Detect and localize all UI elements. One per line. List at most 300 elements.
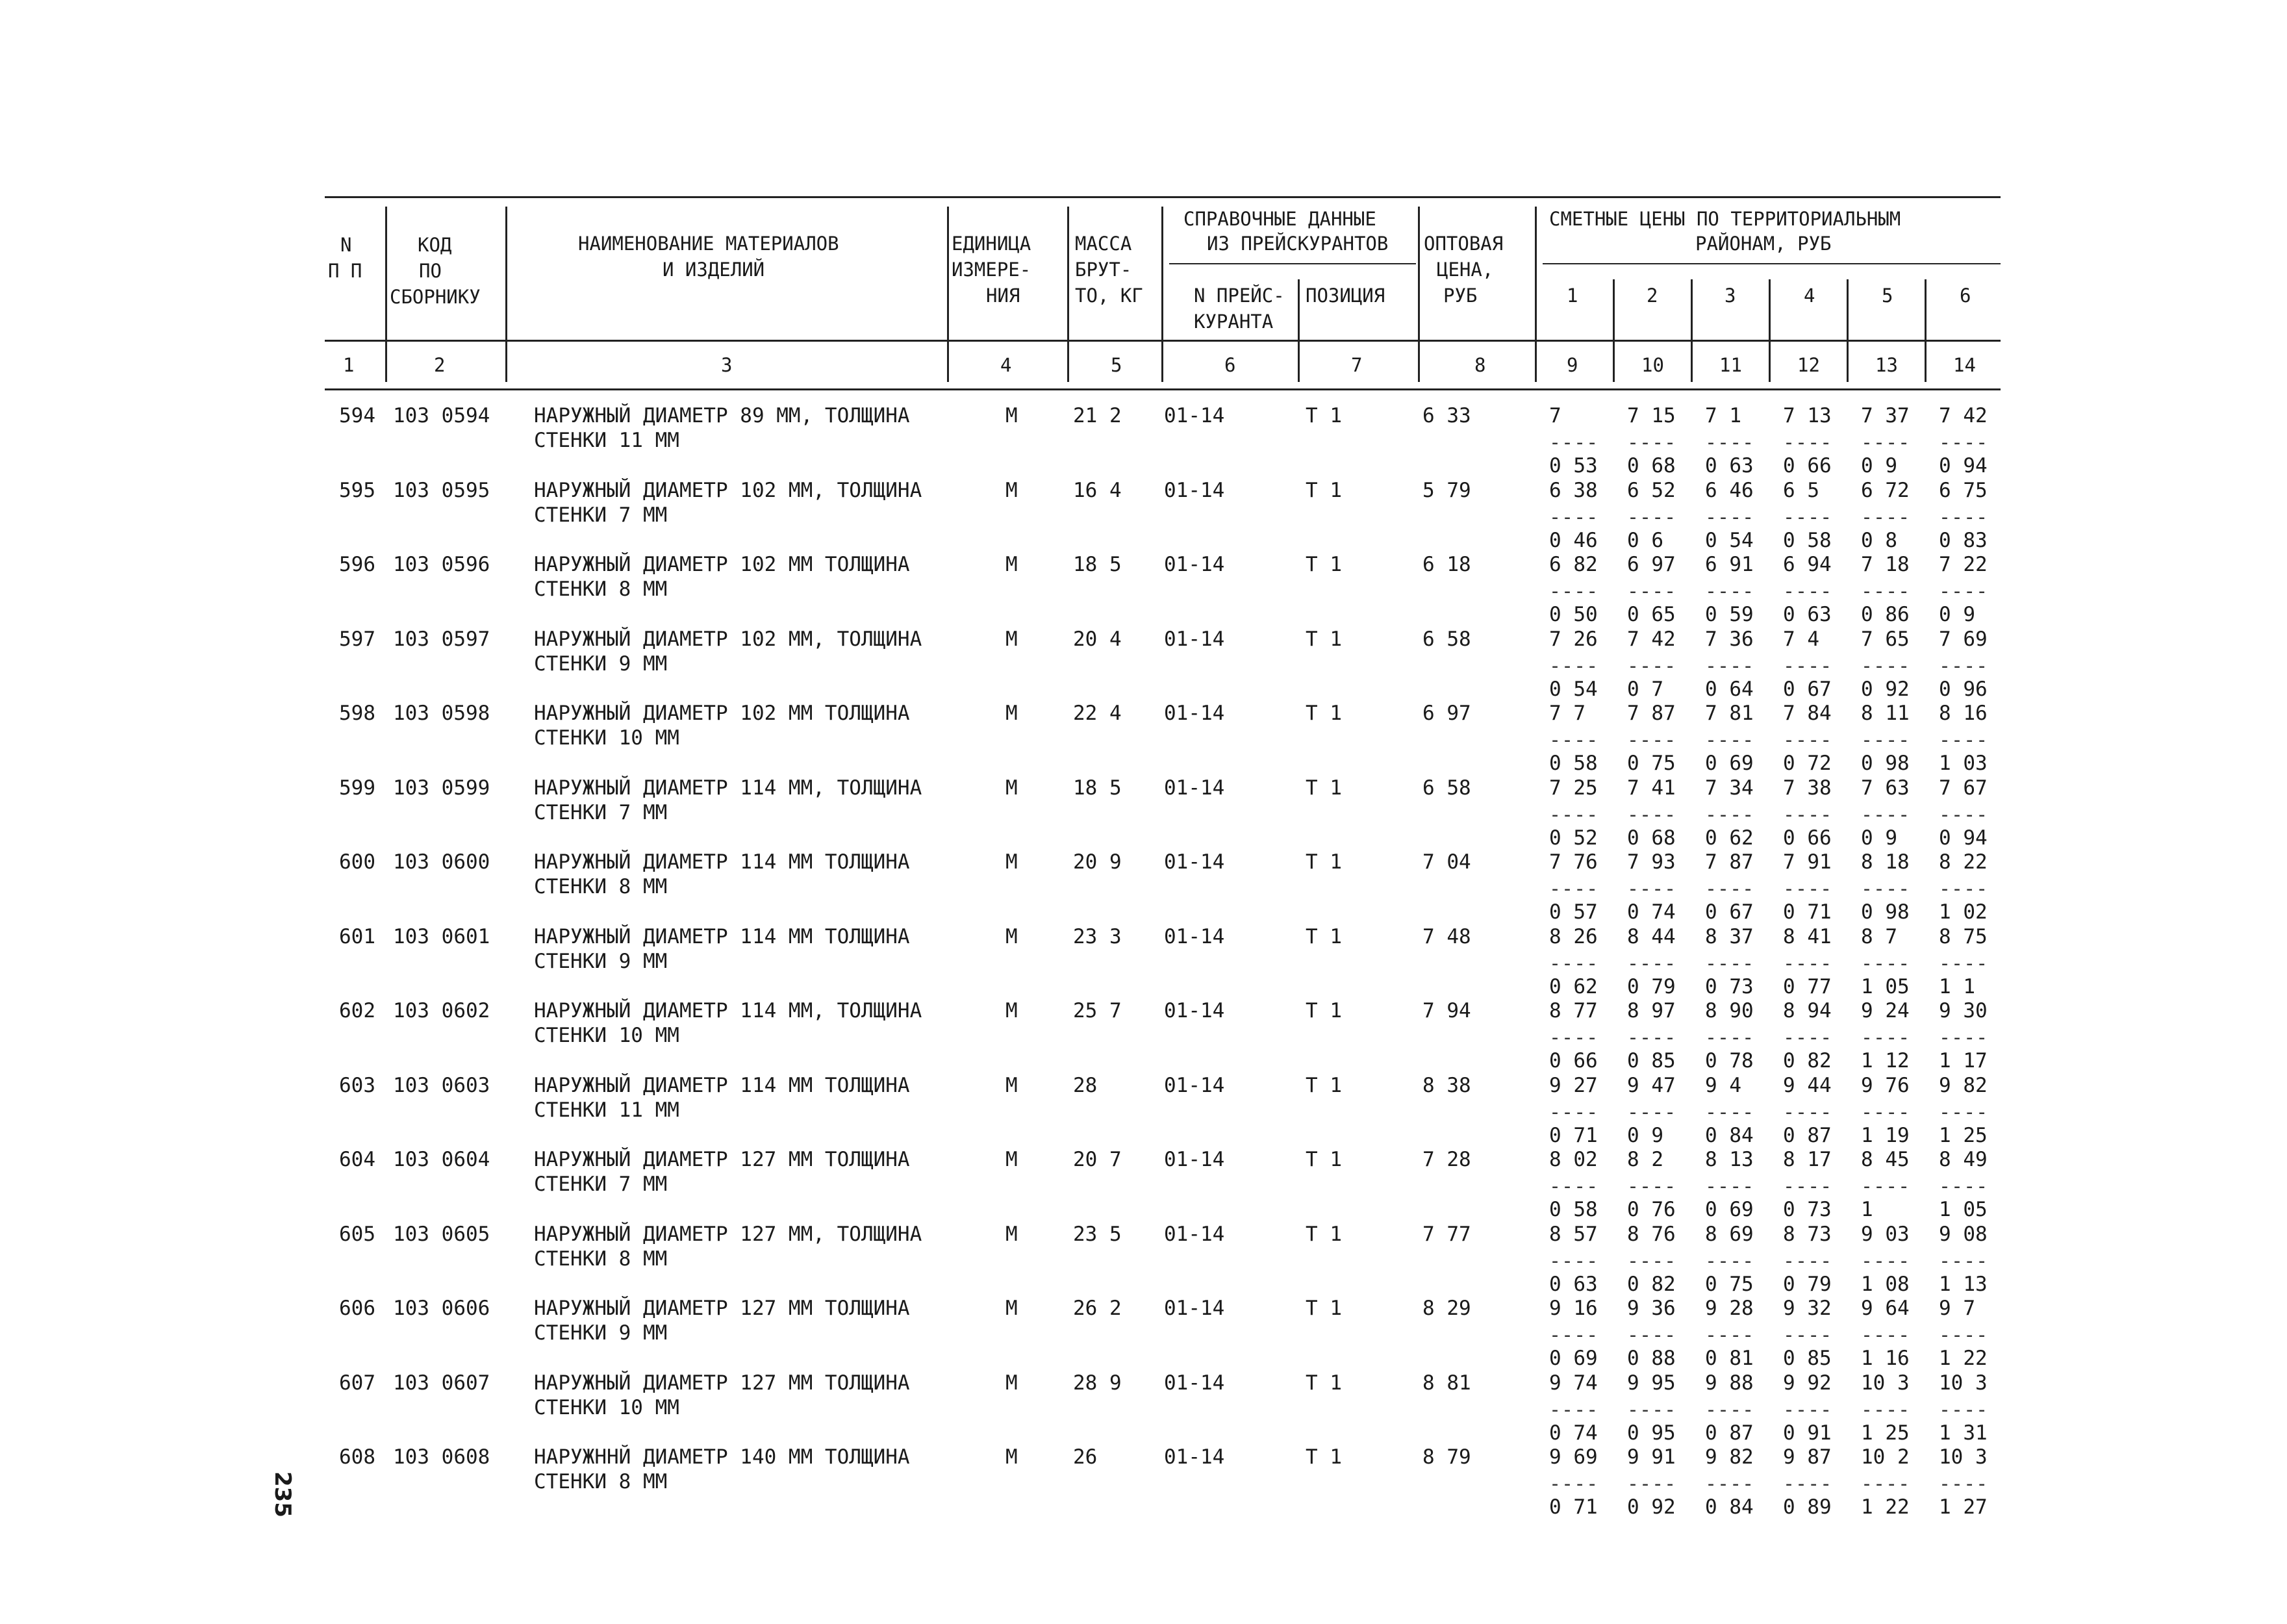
row-price-list: 01-14 bbox=[1164, 479, 1225, 502]
price-fraction-line: ---- bbox=[1627, 1250, 1677, 1273]
row-code: 103 0603 bbox=[393, 1074, 490, 1097]
district-header: 1 bbox=[1567, 285, 1578, 307]
col-number-header: N bbox=[340, 234, 352, 256]
district-price-top: 7 bbox=[1549, 404, 1561, 427]
row-wholesale-price: 7 48 bbox=[1422, 925, 1471, 948]
district-price-top: 7 41 bbox=[1627, 776, 1676, 800]
price-fraction-line: ---- bbox=[1939, 952, 1989, 975]
district-price-bottom: 0 66 bbox=[1783, 826, 1832, 850]
price-fraction-line: ---- bbox=[1627, 1101, 1677, 1124]
district-price-bottom: 0 95 bbox=[1627, 1421, 1676, 1445]
price-fraction-line: ---- bbox=[1939, 729, 1989, 752]
col-number: 12 bbox=[1797, 354, 1820, 376]
price-fraction-line: ---- bbox=[1861, 1101, 1911, 1124]
district-price-top: 7 65 bbox=[1861, 628, 1910, 651]
district-price-top: 7 84 bbox=[1783, 702, 1832, 725]
price-fraction-line: ---- bbox=[1549, 804, 1599, 826]
price-fraction-line: ---- bbox=[1939, 1175, 1989, 1198]
price-fraction-line: ---- bbox=[1549, 655, 1599, 678]
district-price-bottom: 0 87 bbox=[1783, 1124, 1832, 1147]
district-price-bottom: 0 83 bbox=[1939, 529, 1988, 552]
price-fraction-line: ---- bbox=[1549, 1399, 1599, 1421]
district-price-bottom: 0 6 bbox=[1627, 529, 1663, 552]
row-price-list: 01-14 bbox=[1164, 1148, 1225, 1171]
district-price-bottom: 0 79 bbox=[1783, 1273, 1832, 1296]
row-code: 103 0598 bbox=[393, 702, 490, 725]
col-mass-header: БРУТ- bbox=[1075, 259, 1132, 281]
price-fraction-line: ---- bbox=[1705, 878, 1755, 900]
district-price-top: 9 4 bbox=[1705, 1074, 1741, 1097]
row-position: Т 1 bbox=[1306, 702, 1342, 725]
col-number: 14 bbox=[1953, 354, 1976, 376]
price-fraction-line: ---- bbox=[1861, 431, 1911, 454]
price-fraction-line: ---- bbox=[1861, 1324, 1911, 1347]
row-position: Т 1 bbox=[1306, 1297, 1342, 1320]
district-price-bottom: 0 87 bbox=[1705, 1421, 1754, 1445]
row-name-line1: НАРУЖНЫЙ ДИАМЕТР 127 ММ, ТОЛЩИНА bbox=[534, 1223, 922, 1246]
district-price-bottom: 1 bbox=[1861, 1198, 1873, 1221]
col-unit-header: ИЗМЕРЕ- bbox=[952, 259, 1031, 281]
district-price-top: 7 7 bbox=[1549, 702, 1586, 725]
row-name-line1: НАРУЖНЫЙ ДИАМЕТР 127 ММ ТОЛЩИНА bbox=[534, 1297, 910, 1320]
header-divider bbox=[1067, 207, 1069, 382]
district-price-bottom: 0 63 bbox=[1705, 454, 1754, 477]
district-price-top: 6 72 bbox=[1861, 479, 1910, 502]
district-price-bottom: 1 25 bbox=[1861, 1421, 1910, 1445]
district-price-bottom: 0 84 bbox=[1705, 1124, 1754, 1147]
district-price-bottom: 0 68 bbox=[1627, 454, 1676, 477]
district-price-bottom: 0 77 bbox=[1783, 975, 1832, 998]
col-number: 3 bbox=[721, 354, 733, 376]
district-price-bottom: 0 76 bbox=[1627, 1198, 1676, 1221]
row-wholesale-price: 6 33 bbox=[1422, 404, 1471, 427]
row-wholesale-price: 7 77 bbox=[1422, 1223, 1471, 1246]
row-mass: 20 4 bbox=[1073, 628, 1122, 651]
row-mass: 18 5 bbox=[1073, 553, 1122, 576]
col-pricelist-header: N ПРЕЙС- bbox=[1194, 285, 1285, 307]
district-price-top: 9 64 bbox=[1861, 1297, 1910, 1320]
row-number: 596 bbox=[339, 553, 375, 576]
price-fraction-line: ---- bbox=[1705, 506, 1755, 529]
header-divider bbox=[1298, 279, 1300, 382]
district-price-bottom: 0 74 bbox=[1549, 1421, 1598, 1445]
row-position: Т 1 bbox=[1306, 1223, 1342, 1246]
col-number: 1 bbox=[343, 354, 355, 376]
price-fraction-line: ---- bbox=[1783, 804, 1833, 826]
price-fraction-line: ---- bbox=[1549, 729, 1599, 752]
row-price-list: 01-14 bbox=[1164, 1223, 1225, 1246]
col-number: 9 bbox=[1567, 354, 1578, 376]
district-price-bottom: 0 46 bbox=[1549, 529, 1598, 552]
district-price-bottom: 0 7 bbox=[1627, 678, 1663, 701]
row-number: 606 bbox=[339, 1297, 375, 1320]
district-price-bottom: 0 96 bbox=[1939, 678, 1988, 701]
district-price-bottom: 0 75 bbox=[1705, 1273, 1754, 1296]
district-price-bottom: 0 94 bbox=[1939, 454, 1988, 477]
district-price-bottom: 0 62 bbox=[1705, 826, 1754, 850]
district-price-top: 6 94 bbox=[1783, 553, 1832, 576]
row-position: Т 1 bbox=[1306, 553, 1342, 576]
row-mass: 28 bbox=[1073, 1074, 1098, 1097]
row-wholesale-price: 7 04 bbox=[1422, 850, 1471, 874]
district-price-top: 7 42 bbox=[1627, 628, 1676, 651]
district-price-bottom: 0 54 bbox=[1705, 529, 1754, 552]
district-price-top: 9 47 bbox=[1627, 1074, 1676, 1097]
district-price-bottom: 0 58 bbox=[1783, 529, 1832, 552]
col-name-header: И ИЗДЕЛИЙ bbox=[663, 259, 765, 281]
row-name-line1: НАРУЖНЫЙ ДИАМЕТР 89 ММ, ТОЛЩИНА bbox=[534, 404, 910, 427]
district-price-top: 10 3 bbox=[1939, 1371, 1988, 1395]
header-bottom-rule bbox=[325, 388, 2001, 390]
row-price-list: 01-14 bbox=[1164, 999, 1225, 1022]
row-mass: 26 bbox=[1073, 1445, 1098, 1469]
price-fraction-line: ---- bbox=[1939, 1324, 1989, 1347]
district-price-bottom: 0 89 bbox=[1783, 1495, 1832, 1519]
district-price-bottom: 0 63 bbox=[1783, 603, 1832, 626]
district-price-bottom: 0 69 bbox=[1549, 1347, 1598, 1370]
district-price-top: 10 2 bbox=[1861, 1445, 1910, 1469]
price-fraction-line: ---- bbox=[1939, 878, 1989, 900]
district-price-top: 8 26 bbox=[1549, 925, 1598, 948]
district-price-top: 7 63 bbox=[1861, 776, 1910, 800]
district-price-top: 8 97 bbox=[1627, 999, 1676, 1022]
price-fraction-line: ---- bbox=[1549, 1175, 1599, 1198]
row-name-line2: СТЕНКИ 9 ММ bbox=[534, 950, 668, 973]
price-fraction-line: ---- bbox=[1705, 804, 1755, 826]
district-price-top: 8 11 bbox=[1861, 702, 1910, 725]
row-unit: М bbox=[1005, 925, 1018, 948]
col-code-header: КОД bbox=[418, 234, 452, 256]
district-price-top: 7 36 bbox=[1705, 628, 1754, 651]
row-position: Т 1 bbox=[1306, 1074, 1342, 1097]
district-price-bottom: 0 50 bbox=[1549, 603, 1598, 626]
price-group-header: РАЙОНАМ, РУБ bbox=[1695, 233, 1832, 255]
district-price-top: 8 37 bbox=[1705, 925, 1754, 948]
district-price-bottom: 0 84 bbox=[1705, 1495, 1754, 1519]
district-price-top: 7 69 bbox=[1939, 628, 1988, 651]
price-fraction-line: ---- bbox=[1705, 1399, 1755, 1421]
district-price-top: 7 18 bbox=[1861, 553, 1910, 576]
price-group-rule bbox=[1543, 263, 2001, 264]
district-price-top: 7 4 bbox=[1783, 628, 1819, 651]
district-price-top: 7 26 bbox=[1549, 628, 1598, 651]
row-number: 608 bbox=[339, 1445, 375, 1469]
row-wholesale-price: 5 79 bbox=[1422, 479, 1471, 502]
district-price-top: 7 1 bbox=[1705, 404, 1741, 427]
district-price-top: 8 45 bbox=[1861, 1148, 1910, 1171]
district-price-top: 8 41 bbox=[1783, 925, 1832, 948]
district-price-top: 7 34 bbox=[1705, 776, 1754, 800]
district-price-top: 9 95 bbox=[1627, 1371, 1676, 1395]
district-price-bottom: 0 72 bbox=[1783, 752, 1832, 775]
row-number: 598 bbox=[339, 702, 375, 725]
district-price-top: 9 16 bbox=[1549, 1297, 1598, 1320]
col-number: 5 bbox=[1111, 354, 1122, 376]
district-price-top: 6 46 bbox=[1705, 479, 1754, 502]
row-position: Т 1 bbox=[1306, 404, 1342, 427]
row-wholesale-price: 6 97 bbox=[1422, 702, 1471, 725]
price-fraction-line: ---- bbox=[1783, 1101, 1833, 1124]
district-price-top: 8 77 bbox=[1549, 999, 1598, 1022]
price-fraction-line: ---- bbox=[1627, 506, 1677, 529]
price-fraction-line: ---- bbox=[1939, 580, 1989, 603]
row-number: 594 bbox=[339, 404, 375, 427]
row-name-line2: СТЕНКИ 9 ММ bbox=[534, 652, 668, 676]
district-price-bottom: 1 12 bbox=[1861, 1049, 1910, 1072]
col-wholesale-header: ЦЕНА, bbox=[1437, 259, 1494, 281]
col-unit-header: ЕДИНИЦА bbox=[952, 233, 1031, 255]
district-price-top: 6 5 bbox=[1783, 479, 1819, 502]
row-unit: М bbox=[1005, 999, 1018, 1022]
district-price-bottom: 1 17 bbox=[1939, 1049, 1988, 1072]
row-wholesale-price: 6 58 bbox=[1422, 628, 1471, 651]
header-divider bbox=[1847, 279, 1849, 382]
row-mass: 21 2 bbox=[1073, 404, 1122, 427]
price-fraction-line: ---- bbox=[1783, 1026, 1833, 1049]
district-price-bottom: 1 19 bbox=[1861, 1124, 1910, 1147]
district-price-bottom: 0 58 bbox=[1549, 752, 1598, 775]
col-code-header: СБОРНИКУ bbox=[390, 286, 481, 308]
price-fraction-line: ---- bbox=[1939, 655, 1989, 678]
price-fraction-line: ---- bbox=[1783, 506, 1833, 529]
price-fraction-line: ---- bbox=[1705, 729, 1755, 752]
row-mass: 25 7 bbox=[1073, 999, 1122, 1022]
price-fraction-line: ---- bbox=[1783, 655, 1833, 678]
district-price-bottom: 1 22 bbox=[1939, 1347, 1988, 1370]
row-price-list: 01-14 bbox=[1164, 702, 1225, 725]
row-wholesale-price: 8 81 bbox=[1422, 1371, 1471, 1395]
district-price-top: 6 52 bbox=[1627, 479, 1676, 502]
district-price-top: 8 57 bbox=[1549, 1223, 1598, 1246]
row-name-line2: СТЕНКИ 8 ММ bbox=[534, 1247, 668, 1271]
district-price-top: 9 30 bbox=[1939, 999, 1988, 1022]
district-price-top: 6 75 bbox=[1939, 479, 1988, 502]
price-fraction-line: ---- bbox=[1861, 1026, 1911, 1049]
header-divider bbox=[1925, 279, 1927, 382]
header-divider bbox=[947, 207, 949, 382]
col-number-header: П П bbox=[328, 260, 362, 282]
price-fraction-line: ---- bbox=[1549, 1473, 1599, 1495]
district-price-bottom: 1 02 bbox=[1939, 900, 1988, 924]
row-wholesale-price: 8 38 bbox=[1422, 1074, 1471, 1097]
district-price-top: 8 76 bbox=[1627, 1223, 1676, 1246]
price-fraction-line: ---- bbox=[1627, 804, 1677, 826]
row-mass: 16 4 bbox=[1073, 479, 1122, 502]
district-price-bottom: 0 82 bbox=[1783, 1049, 1832, 1072]
price-fraction-line: ---- bbox=[1549, 878, 1599, 900]
district-price-top: 8 69 bbox=[1705, 1223, 1754, 1246]
district-price-bottom: 0 98 bbox=[1861, 752, 1910, 775]
district-price-bottom: 0 9 bbox=[1627, 1124, 1663, 1147]
district-price-top: 8 75 bbox=[1939, 925, 1988, 948]
district-price-bottom: 0 9 bbox=[1939, 603, 1975, 626]
district-price-bottom: 0 85 bbox=[1783, 1347, 1832, 1370]
row-unit: М bbox=[1005, 702, 1018, 725]
price-fraction-line: ---- bbox=[1627, 952, 1677, 975]
price-fraction-line: ---- bbox=[1861, 506, 1911, 529]
district-price-bottom: 0 73 bbox=[1783, 1198, 1832, 1221]
price-fraction-line: ---- bbox=[1861, 580, 1911, 603]
row-name-line2: СТЕНКИ 10 ММ bbox=[534, 1024, 679, 1047]
price-fraction-line: ---- bbox=[1861, 878, 1911, 900]
row-wholesale-price: 6 58 bbox=[1422, 776, 1471, 800]
district-price-bottom: 1 16 bbox=[1861, 1347, 1910, 1370]
district-price-top: 7 22 bbox=[1939, 553, 1988, 576]
district-price-bottom: 0 66 bbox=[1783, 454, 1832, 477]
price-fraction-line: ---- bbox=[1549, 1250, 1599, 1273]
price-fraction-line: ---- bbox=[1783, 952, 1833, 975]
col-number: 13 bbox=[1875, 354, 1898, 376]
price-fraction-line: ---- bbox=[1549, 431, 1599, 454]
row-mass: 26 2 bbox=[1073, 1297, 1122, 1320]
district-price-top: 9 08 bbox=[1939, 1223, 1988, 1246]
district-price-top: 9 44 bbox=[1783, 1074, 1832, 1097]
district-price-bottom: 0 82 bbox=[1627, 1273, 1676, 1296]
row-number: 605 bbox=[339, 1223, 375, 1246]
district-price-bottom: 0 81 bbox=[1705, 1347, 1754, 1370]
district-price-bottom: 1 08 bbox=[1861, 1273, 1910, 1296]
row-code: 103 0604 bbox=[393, 1148, 490, 1171]
price-fraction-line: ---- bbox=[1705, 580, 1755, 603]
price-fraction-line: ---- bbox=[1861, 1250, 1911, 1273]
district-price-bottom: 0 79 bbox=[1627, 975, 1676, 998]
row-name-line1: НАРУЖНЫЙ ДИАМЕТР 127 ММ ТОЛЩИНА bbox=[534, 1371, 910, 1395]
row-unit: М bbox=[1005, 628, 1018, 651]
row-price-list: 01-14 bbox=[1164, 1297, 1225, 1320]
district-price-top: 9 69 bbox=[1549, 1445, 1598, 1469]
row-position: Т 1 bbox=[1306, 628, 1342, 651]
row-name-line1: НАРУЖНЫЙ ДИАМЕТР 102 ММ ТОЛЩИНА bbox=[534, 553, 910, 576]
row-name-line2: СТЕНКИ 7 ММ bbox=[534, 1173, 668, 1196]
district-price-top: 7 87 bbox=[1705, 850, 1754, 874]
row-mass: 28 9 bbox=[1073, 1371, 1122, 1395]
district-price-top: 9 28 bbox=[1705, 1297, 1754, 1320]
price-fraction-line: ---- bbox=[1705, 1324, 1755, 1347]
price-fraction-line: ---- bbox=[1861, 804, 1911, 826]
district-price-bottom: 0 74 bbox=[1627, 900, 1676, 924]
district-header: 2 bbox=[1647, 285, 1658, 307]
row-name-line2: СТЕНКИ 11 ММ bbox=[534, 1098, 679, 1122]
row-wholesale-price: 7 28 bbox=[1422, 1148, 1471, 1171]
row-unit: М bbox=[1005, 1371, 1018, 1395]
row-price-list: 01-14 bbox=[1164, 925, 1225, 948]
district-price-bottom: 0 71 bbox=[1549, 1495, 1598, 1519]
district-price-bottom: 0 85 bbox=[1627, 1049, 1676, 1072]
row-code: 103 0608 bbox=[393, 1445, 490, 1469]
row-name-line1: НАРУЖНЫЙ ДИАМЕТР 102 ММ, ТОЛЩИНА bbox=[534, 628, 922, 651]
district-price-bottom: 0 53 bbox=[1549, 454, 1598, 477]
district-price-top: 7 67 bbox=[1939, 776, 1988, 800]
col-mass-header: МАССА bbox=[1075, 233, 1132, 255]
price-fraction-line: ---- bbox=[1627, 1026, 1677, 1049]
district-price-bottom: 0 8 bbox=[1861, 529, 1897, 552]
row-mass: 20 9 bbox=[1073, 850, 1122, 874]
price-fraction-line: ---- bbox=[1783, 580, 1833, 603]
row-unit: М bbox=[1005, 776, 1018, 800]
row-price-list: 01-14 bbox=[1164, 553, 1225, 576]
district-price-bottom: 0 64 bbox=[1705, 678, 1754, 701]
district-price-top: 7 81 bbox=[1705, 702, 1754, 725]
district-price-bottom: 0 57 bbox=[1549, 900, 1598, 924]
district-price-top: 9 36 bbox=[1627, 1297, 1676, 1320]
district-price-top: 9 76 bbox=[1861, 1074, 1910, 1097]
price-fraction-line: ---- bbox=[1705, 1175, 1755, 1198]
price-fraction-line: ---- bbox=[1705, 952, 1755, 975]
district-price-top: 8 22 bbox=[1939, 850, 1988, 874]
price-fraction-line: ---- bbox=[1939, 1399, 1989, 1421]
district-price-top: 9 82 bbox=[1705, 1445, 1754, 1469]
district-header: 6 bbox=[1960, 285, 1971, 307]
row-price-list: 01-14 bbox=[1164, 628, 1225, 651]
row-name-line1: НАРУЖНЫЙ ДИАМЕТР 114 ММ ТОЛЩИНА bbox=[534, 850, 910, 874]
header-top-rule bbox=[325, 196, 2001, 198]
col-wholesale-header: ОПТОВАЯ bbox=[1424, 233, 1504, 255]
col-wholesale-header: РУБ bbox=[1443, 285, 1478, 307]
district-price-bottom: 0 58 bbox=[1549, 1198, 1598, 1221]
price-fraction-line: ---- bbox=[1783, 878, 1833, 900]
district-price-top: 9 32 bbox=[1783, 1297, 1832, 1320]
price-fraction-line: ---- bbox=[1627, 655, 1677, 678]
ref-group-rule bbox=[1169, 263, 1416, 264]
district-price-bottom: 0 71 bbox=[1783, 900, 1832, 924]
price-fraction-line: ---- bbox=[1939, 1026, 1989, 1049]
price-fraction-line: ---- bbox=[1783, 1250, 1833, 1273]
row-number: 604 bbox=[339, 1148, 375, 1171]
row-code: 103 0605 bbox=[393, 1223, 490, 1246]
row-code: 103 0600 bbox=[393, 850, 490, 874]
col-number: 11 bbox=[1719, 354, 1742, 376]
district-price-top: 9 92 bbox=[1783, 1371, 1832, 1395]
price-fraction-line: ---- bbox=[1627, 1399, 1677, 1421]
row-mass: 20 7 bbox=[1073, 1148, 1122, 1171]
district-price-top: 9 87 bbox=[1783, 1445, 1832, 1469]
header-divider bbox=[1769, 279, 1771, 382]
row-unit: М bbox=[1005, 850, 1018, 874]
row-code: 103 0595 bbox=[393, 479, 490, 502]
price-fraction-line: ---- bbox=[1549, 1026, 1599, 1049]
price-fraction-line: ---- bbox=[1549, 580, 1599, 603]
col-mass-header: ТО, КГ bbox=[1075, 285, 1143, 307]
page-number: 235 bbox=[270, 1471, 296, 1517]
row-name-line2: СТЕНКИ 11 ММ bbox=[534, 429, 679, 452]
row-unit: М bbox=[1005, 479, 1018, 502]
row-position: Т 1 bbox=[1306, 850, 1342, 874]
price-fraction-line: ---- bbox=[1939, 506, 1989, 529]
district-price-bottom: 0 86 bbox=[1861, 603, 1910, 626]
price-fraction-line: ---- bbox=[1783, 1473, 1833, 1495]
price-fraction-line: ---- bbox=[1783, 431, 1833, 454]
row-name-line2: СТЕНКИ 8 ММ bbox=[534, 1470, 668, 1493]
district-price-top: 8 49 bbox=[1939, 1148, 1988, 1171]
district-price-bottom: 0 63 bbox=[1549, 1273, 1598, 1296]
row-number: 601 bbox=[339, 925, 375, 948]
col-number: 2 bbox=[434, 354, 446, 376]
district-price-top: 6 82 bbox=[1549, 553, 1598, 576]
district-header: 4 bbox=[1804, 285, 1815, 307]
district-price-top: 9 74 bbox=[1549, 1371, 1598, 1395]
district-price-bottom: 0 59 bbox=[1705, 603, 1754, 626]
price-fraction-line: ---- bbox=[1861, 655, 1911, 678]
header-divider bbox=[505, 207, 507, 382]
row-unit: М bbox=[1005, 1297, 1018, 1320]
price-fraction-line: ---- bbox=[1549, 1101, 1599, 1124]
district-header: 5 bbox=[1882, 285, 1893, 307]
district-price-top: 6 97 bbox=[1627, 553, 1676, 576]
row-code: 103 0599 bbox=[393, 776, 490, 800]
district-price-top: 6 91 bbox=[1705, 553, 1754, 576]
row-position: Т 1 bbox=[1306, 479, 1342, 502]
price-fraction-line: ---- bbox=[1705, 1250, 1755, 1273]
